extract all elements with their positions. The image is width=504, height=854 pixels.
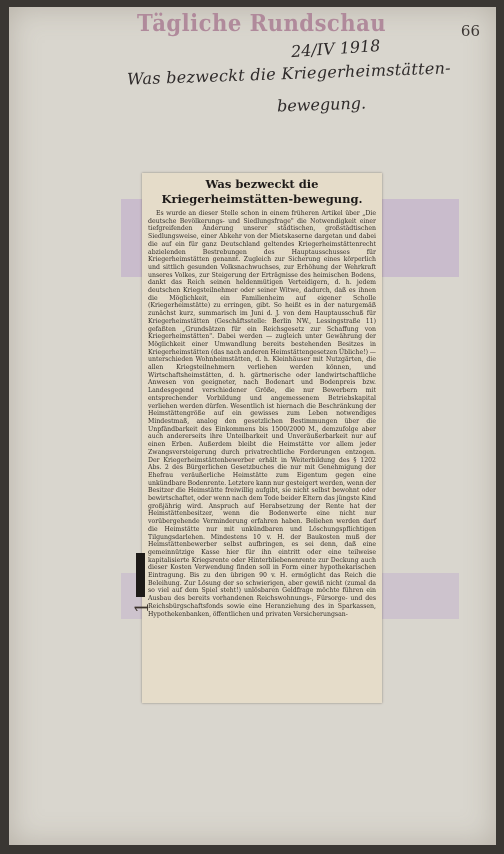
page-number: 66 [460,22,480,40]
handwritten-title-line1: Was bezweckt die Kriegerheimstätten- [126,58,452,89]
newspaper-clipping [142,173,382,703]
archive-sheet [9,7,496,845]
clipping-headline: Was bezweckt die Kriegerheimstätten-bewegung. [161,177,363,206]
margin-ink-mark [136,553,145,597]
margin-note: 1 [132,601,154,614]
newspaper-masthead: Tägliche Rundschau [137,10,387,37]
clipping-body-text: Es wurde an dieser Stelle schon in einem früheren Artikel über „Die deutsche Bevölkerungs- und Siedlungsfrage" die Notwendigkeit einer tiefgreifenden Änderung unserer städtischen, großstädtischen Siedlungsweise, einer Abkehr von der Mietskaserne dargetan und dabei die auf ein für ganz Deutschland geltendes Kriegerheimstättenrecht abzielenden Bestrebungen des Hauptausschusses für Kriegerheimstätten genannt. Zugleich zur Sicherung eines körperlich und sittlich gesunden Volksnachwuchses, zur Erhöhung der Wehrkraft unseres Volkes, zur Steigerung der Erträgnisse des heimischen Bodens, dankt das Reich seinen heldenmütigen Verteidigern, d. h. jedem deutschen Kriegsteilnehmer oder seiner Witwe, dadurch, daß es ihnen die Möglichkeit, ein Familienheim auf eigener Scholle (Kriegerheimstätte) zu erringen, gibt. So heißt es in der naturgemäß zunächst kurz, summarisch im Juni d. J. von dem Hauptausschuß für Kriegerheimstätten (Geschäftsstelle: Berlin NW., Lessingstraße 11) gefaßten „Grundsätzen für ein Reichsgesetz zur Schaffung von Kriegerheimstätten". Dabei werden — zugleich unter Gewährung der Möglichkeit einer Umwandlung bereits bestehenden Besitzes in Kriegerheimstätten (das nach anderen Heimstättengesetzen Übliche!) — unterschieden Wohnheimstätten, d. h. Kleinhäuser mit Nutzgärten, die allen Kriegsteilnehmern verliehen werden können, und Wirtschaftsheimstätten, d. h. gärtnerische oder landwirtschaftliche Anwesen von geeigneter, nach Bodenart und Bodenpreis bzw. Landesgegend verschiedener Größe, die nur Bewerbern mit entsprechender Vorbildung und angemessenem Betriebskapital verliehen werden dürfen. Wesentlich ist hiernach die Beschränkung der Heimstättengröße auf ein gewisses zum Leben notwendiges Mindestmaß, analog den gesetzlichen Bestimmungen über die Unpfändbarkeit des Einkommens bis 1500/2000 M., demzufolge aber auch andererseits ihre Unteilbarkeit und Unveräußerbarkeit nur auf einen Erben. Außerdem bleibt die Heimstätte vor allem jeder Zwangsversteigerung durch privatrechtliche Forderungen entzogen. Der Kriegerheimstättenbewerber erhält in Weiterbildung des § 1202 Abs. 2 des Bürgerlichen Gesetzbuches die nur mit Genehmigung der Ehefrau veräußerliche Heimstätte zum Eigentum gegen eine unkündbare Bodenrente. Letztere kann nur gesteigert werden, wenn der Besitzer die Heimstätte freiwillig aufgibt, sie nicht selbst bewohnt oder bewirtschaftet, oder wenn nach dem Tode beider Eltern das jüngste Kind großjährig wird. Anspruch auf Herabsetzung der Rente hat der Heimstättenbesitzer, wenn die Bodenwerte eine nicht nur vorübergehende Verminderung erfahren haben. Beliehen werden darf die Heimstätte nur mit unkündbaren und Löschungspflichtigen Tilgungsdarlehen. Mindestens 10 v. H. der Baukosten muß der Heimstättenbewerber selbst aufbringen, es sei denn, daß eine gemeinnützige Kasse hier für ihn eintritt oder eine teilweise kapitalisierte Kriegsrente oder Hinterbliebenenrente zur Deckung auch dieser Kosten Verwendung finden soll in Form einer hypothekarischen Eintragung. Bis zu den übrigen 90 v. H. ermöglicht das Reich die Beleihung. Zur Lösung der so schwierigen, aber gewiß nicht (zumal da so viel auf dem Spiel steht!) unlösbaren Geldfrage möchte führen ein Ausbau des bereits vorhandenen Reichswohnungs-, Fürsorge- und des Reichsbürgschaftsfonds sowie eine Heranziehung des in Sparkassen, Hypothekenbanken, öffentlichen und privaten Versicherungsan- [148,210,376,618]
handwritten-title-line2: bewegung. [276,93,367,116]
handwritten-date: 24/IV 1918 [290,35,381,62]
